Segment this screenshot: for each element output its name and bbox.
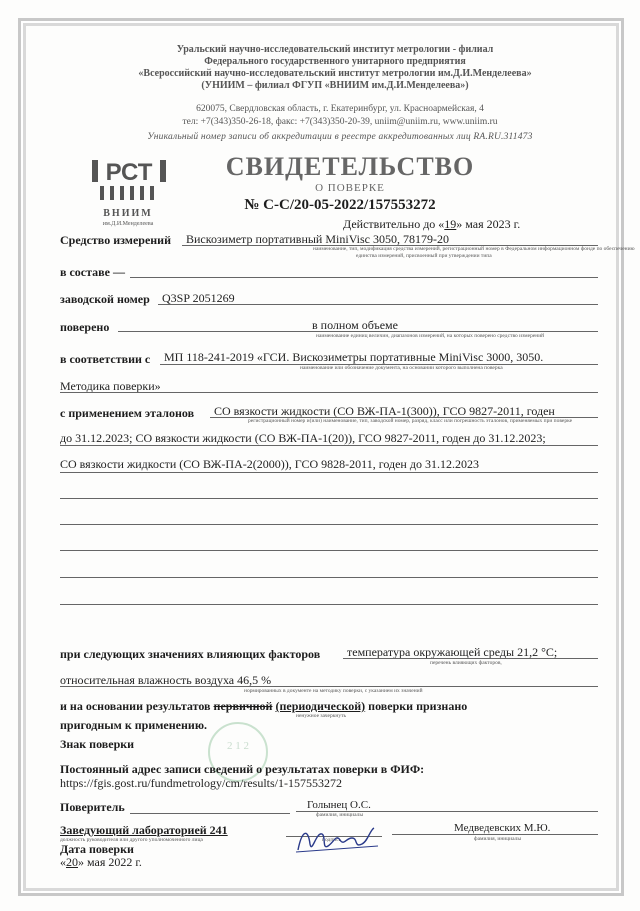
verification-date	[60, 855, 142, 870]
standards-value-1: СО вязкости жидкости (СО ВЖ-ПА-1(300)), ГСО 9827-2011, годен	[214, 404, 555, 418]
fif-label: Постоянный адрес записи сведений о результатах поверки в ФИФ:	[60, 762, 425, 776]
verified-hint: наименование единиц величин, диапазонов измерений, на которых поверено средство измерений	[316, 333, 545, 339]
blank-line-5	[60, 604, 598, 605]
factors-line-1	[343, 658, 598, 659]
standards-value-2: до 31.12.2023; СО вязкости жидкости (СО ВЖ-ПА-1(20)), ГСО 9827-2011, годен до 31.12.2023;	[60, 431, 546, 445]
head-name: Медведевских М.Ю.	[454, 822, 551, 834]
enterprise-name: Федерального государственного унитарного предприятия	[204, 56, 466, 67]
standards-label: с применением эталонов	[60, 406, 195, 420]
serial-label: заводской номер	[60, 292, 150, 306]
result-prefix: и на основании результатов	[60, 699, 211, 713]
certificate-number: № С-С/20-05-2022/157553272	[244, 197, 436, 213]
fif-url: https://fgis.gost.ru/fundmetrology/cm/results/1-157553272	[60, 776, 342, 790]
rst-logo-mark: РСТ	[105, 159, 153, 186]
date-prefix: «	[60, 855, 66, 869]
serial-line	[158, 304, 598, 305]
composition-line	[130, 277, 598, 278]
head-name-hint: фамилия, инициалы	[474, 836, 522, 842]
head-name-line	[392, 834, 598, 835]
standards-line-3	[60, 472, 598, 473]
factors-hint-2: нормированных в документе на методику поверки, с указанием их значений	[244, 688, 423, 694]
blank-line-3	[60, 550, 598, 551]
logo-org: ВНИИМ	[103, 208, 153, 219]
result-hint: ненужное зачеркнуть	[296, 713, 347, 719]
verified-value: в полном объеме	[312, 318, 398, 332]
document-title: СВИДЕТЕЛЬСТВО	[225, 152, 475, 181]
handwritten-signature	[292, 820, 380, 860]
verifier-hint: фамилия, инициалы	[316, 812, 364, 818]
blank-line-2	[60, 524, 598, 525]
serial-value: Q3SP 2051269	[162, 291, 235, 305]
factors-label: при следующих значениях влияющих факторов	[60, 647, 321, 661]
head-label: Заведующий лабораторией 241	[60, 823, 228, 837]
result-line	[60, 699, 467, 714]
accreditation-number: Уникальный номер записи об аккредитации в реестре аккредитованных лиц RA.RU.311473	[147, 132, 533, 142]
blank-line-1	[60, 498, 598, 499]
date-label: Дата поверки	[60, 842, 134, 856]
valid-suffix: » мая 2023 г.	[456, 217, 521, 231]
date-suffix: » мая 2022 г.	[78, 855, 142, 869]
verified-label: поверено	[60, 320, 110, 334]
result-value: (периодической)	[275, 699, 366, 713]
instrument-value: Вискозиметр портативный MiniVisc 3050, 78179-20	[186, 232, 449, 246]
rst-logo-icon	[90, 158, 168, 202]
according-hint: наименование или обозначение документа, на основании которого выполнена поверка	[300, 365, 503, 371]
rst-logo	[82, 158, 174, 228]
address: 620075, Свердловская область, г. Екатеринбург, ул. Красноармейская, 4	[196, 104, 484, 114]
factors-line-2	[60, 686, 598, 687]
according-line-2	[60, 392, 598, 393]
according-value-2: Методика поверки»	[60, 379, 161, 393]
valid-prefix: Действительно до «	[343, 217, 445, 231]
composition-label: в составе —	[60, 265, 125, 279]
valid-until	[343, 217, 520, 232]
verifier-name: Голынец О.С.	[307, 799, 371, 811]
contacts: тел: +7(343)350-26-18, факс: +7(343)350-20-39, uniim@uniim.ru, www.uniim.ru	[182, 117, 498, 127]
result-suffix: поверки признано	[368, 699, 468, 713]
verifier-label: Поверитель	[60, 800, 125, 814]
factors-value-1: температура окружающей среды 21,2 °С;	[347, 645, 558, 659]
blank-line-4	[60, 577, 598, 578]
factors-value-2: относительная влажность воздуха 46,5 %	[60, 673, 272, 687]
verifier-signature-line	[130, 813, 290, 814]
standards-line-2	[60, 445, 598, 446]
mark-label: Знак поверки	[60, 737, 135, 751]
valid-day: 19	[444, 217, 457, 231]
head-signature-hint: подпись	[322, 837, 342, 843]
standards-hint: регистрационный номер и(или) наименование, тип, заводской номер, разряд, класс или погрешность эталонов, применяемых при поверке	[248, 418, 573, 424]
according-value-1: МП 118-241-2019 «ГСИ. Вискозиметры портативные MiniVisc 3000, 3050.	[164, 350, 544, 364]
instrument-label: Средство измерений	[60, 233, 172, 247]
standards-value-3: СО вязкости жидкости (СО ВЖ-ПА-2(2000)), ГСО 9828-2011, годен до 31.12.2023	[60, 457, 479, 471]
stamp-text: 2 1 2	[227, 740, 249, 752]
according-label: в соответствии с	[60, 352, 151, 366]
instrument-hint-2: единства измерений, присвоенный при утверждении типа	[356, 253, 492, 259]
document-subtitle: О ПОВЕРКЕ	[315, 182, 385, 194]
factors-hint-1: перечень влияющих факторов,	[430, 660, 502, 666]
fit-label: пригодным к применению.	[60, 718, 207, 732]
short-name: (УНИИМ – филиал ФГУП «ВНИИМ им.Д.И.Менделеева»)	[201, 80, 469, 91]
institute-name: Уральский научно-исследовательский институт метрологии - филиал	[176, 44, 494, 55]
parent-institute: «Всероссийский научно-исследовательский институт метрологии им.Д.И.Менделеева»	[138, 68, 532, 79]
date-day: 20	[66, 855, 78, 869]
instrument-hint: наименование, тип, модификация средства измерений, регистрационный номер в Федеральном информационном фонде по обеспечению	[313, 246, 635, 252]
head-hint: должность руководителя или другого уполномоченного лица	[60, 837, 203, 843]
verified-line	[118, 331, 598, 332]
result-struck: первичной	[213, 699, 273, 713]
logo-sub: им.Д.И.Менделеева	[102, 221, 154, 227]
